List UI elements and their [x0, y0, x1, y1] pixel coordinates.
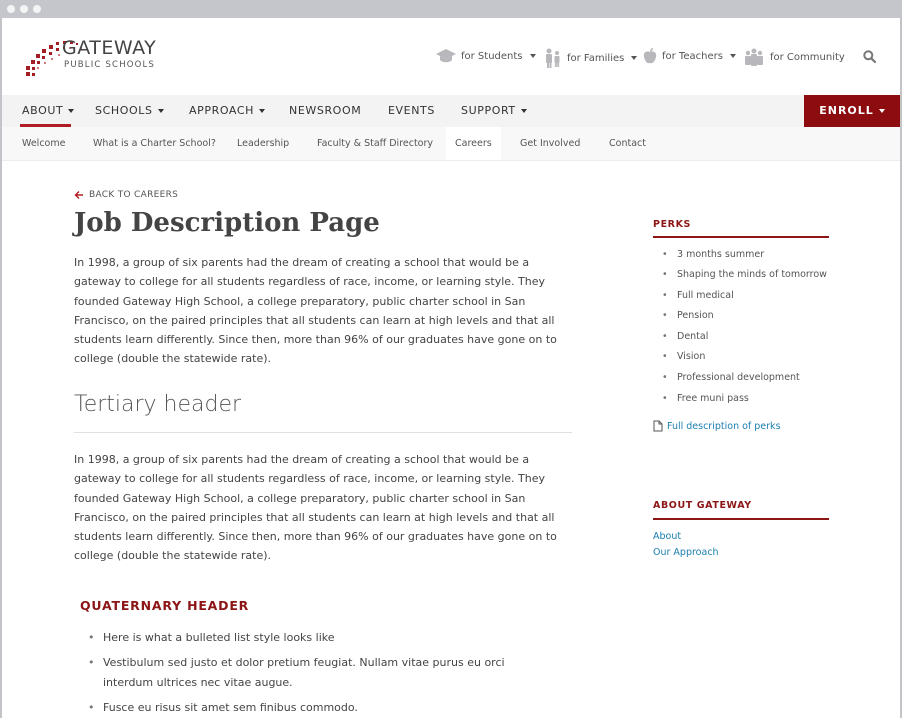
nav-approach[interactable]: [189, 95, 265, 127]
perk-text: 3 months summer: [677, 249, 765, 260]
intro-paragraph: In 1998, a group of six parents had the dream of creating a school that would be a gateway to college for all students regardless of race, income, or learning style. They founded Gateway High School, a college preparatory, public charter school in San Francisco, on the paired principles that all students can learn at high levels and that all students learn differently. Since then, more than 96% of our graduates have gone on to college (double the statewide rate).: [74, 256, 557, 366]
nav-schools[interactable]: [95, 95, 164, 127]
perks-description-link[interactable]: [653, 420, 781, 432]
sidebar-link-about[interactable]: About: [653, 531, 682, 542]
list-item-text: • Fusce eu risus sit amet sem finibus commodo.: [103, 701, 358, 714]
about-heading-rule: [653, 518, 829, 520]
nav-about-label: ABOUT: [22, 104, 64, 117]
apple-icon: [643, 48, 657, 64]
window-minimize-dot[interactable]: [20, 5, 28, 13]
chevron-down-icon: [530, 54, 536, 58]
perks-heading-rule: [653, 236, 829, 238]
audience-teachers-label: for Teachers: [662, 50, 723, 62]
community-icon: [743, 48, 765, 66]
logo-wordmark: GATEWAY: [62, 37, 157, 59]
window-maximize-dot[interactable]: [33, 5, 41, 13]
quaternary-header: QUATERNARY HEADER: [80, 598, 250, 613]
audience-students-label: for Students: [461, 50, 523, 62]
body-paragraph: In 1998, a group of six parents had the dream of creating a school that would be a gateway to college for all students regardless of race, income, or learning style. They founded Gateway High School, a college preparatory, public charter school in San Francisco, on the paired principles that all students can learn at high levels and that all students learn differently. Since then, more than 96% of our graduates have gone on to college (double the statewide rate).: [74, 453, 557, 563]
enroll-button[interactable]: [804, 95, 900, 127]
search-button[interactable]: [863, 48, 876, 67]
window-close-dot[interactable]: [7, 5, 15, 13]
audience-teachers[interactable]: [643, 48, 736, 64]
perk-item: [662, 331, 708, 342]
nav-events[interactable]: [388, 95, 435, 127]
perk-item: [662, 372, 800, 383]
subnav-directory[interactable]: Faculty & Staff Directory: [317, 138, 434, 149]
subnav-contact[interactable]: Contact: [609, 138, 646, 149]
nav-approach-label: APPROACH: [189, 104, 254, 117]
perk-item: [662, 249, 764, 260]
nav-support[interactable]: [461, 95, 527, 127]
arrow-left-icon: [74, 190, 84, 200]
perks-link-label: Full description of perks: [667, 420, 781, 432]
pdf-file-icon: [653, 420, 663, 432]
perk-item: [662, 310, 714, 321]
chevron-down-icon: [68, 109, 74, 113]
web-page: [2, 18, 900, 718]
nav-events-label: EVENTS: [388, 104, 435, 117]
back-to-careers-link[interactable]: [74, 190, 178, 200]
family-icon: [544, 48, 562, 68]
list-item-text: • Vestibulum sed justo et dolor pretium feugiat. Nullam vitae purus eu orci interdum ultrices nec vitae augue.: [103, 656, 505, 689]
perk-item: [662, 393, 749, 404]
subnav-charter[interactable]: What is a Charter School?: [93, 138, 216, 149]
about-gateway-heading: ABOUT GATEWAY: [653, 500, 752, 511]
chevron-down-icon: [730, 54, 736, 58]
subnav-careers[interactable]: Careers: [446, 127, 501, 160]
sub-nav: [2, 127, 900, 161]
graduation-cap-icon: [436, 48, 456, 64]
nav-support-label: SUPPORT: [461, 104, 516, 117]
gateway-logo[interactable]: [24, 32, 164, 84]
chevron-down-icon: [259, 109, 265, 113]
perk-text: Dental: [677, 331, 709, 342]
audience-community[interactable]: [743, 48, 845, 66]
nav-schools-label: SCHOOLS: [95, 104, 153, 117]
perk-text: Vision: [677, 351, 706, 362]
list-item: [88, 653, 558, 693]
subnav-welcome[interactable]: Welcome: [22, 138, 66, 149]
logo-subtitle: PUBLIC SCHOOLS: [64, 60, 156, 70]
perks-heading: PERKS: [653, 219, 691, 230]
sidebar-link-approach[interactable]: Our Approach: [653, 547, 719, 558]
perk-text: Professional development: [677, 372, 800, 383]
audience-community-label: for Community: [770, 51, 845, 63]
browser-titlebar: [0, 0, 902, 18]
chevron-down-icon: [879, 109, 885, 113]
perk-item: [662, 290, 734, 301]
nav-newsroom-label: NEWSROOM: [289, 104, 362, 117]
list-item-text: • Here is what a bulleted list style looks like: [103, 631, 335, 644]
chevron-down-icon: [631, 56, 637, 60]
nav-newsroom[interactable]: [289, 95, 361, 127]
perk-text: Free muni pass: [677, 393, 749, 404]
audience-families-label: for Families: [567, 52, 625, 64]
perk-item: [662, 351, 705, 362]
perk-item: [662, 269, 827, 280]
audience-families[interactable]: [544, 48, 637, 68]
audience-students[interactable]: [436, 48, 536, 64]
page-title: Job Description Page: [74, 208, 380, 238]
perk-text: Shaping the minds of tomorrow: [677, 269, 827, 280]
tertiary-header: Tertiary header: [74, 392, 242, 417]
enroll-label: ENROLL: [819, 104, 874, 117]
main-nav: [2, 95, 900, 127]
subnav-leadership[interactable]: Leadership: [237, 138, 290, 149]
nav-about[interactable]: [22, 95, 74, 127]
section-divider: [74, 432, 572, 433]
search-icon: [863, 50, 876, 63]
chevron-down-icon: [158, 109, 164, 113]
perk-text: Pension: [677, 310, 714, 321]
list-item: [88, 698, 558, 718]
subnav-get-involved[interactable]: Get Involved: [520, 138, 581, 149]
list-item: [88, 628, 558, 648]
chevron-down-icon: [521, 109, 527, 113]
perk-text: Full medical: [677, 290, 734, 301]
back-link-label: BACK TO CAREERS: [89, 190, 179, 200]
